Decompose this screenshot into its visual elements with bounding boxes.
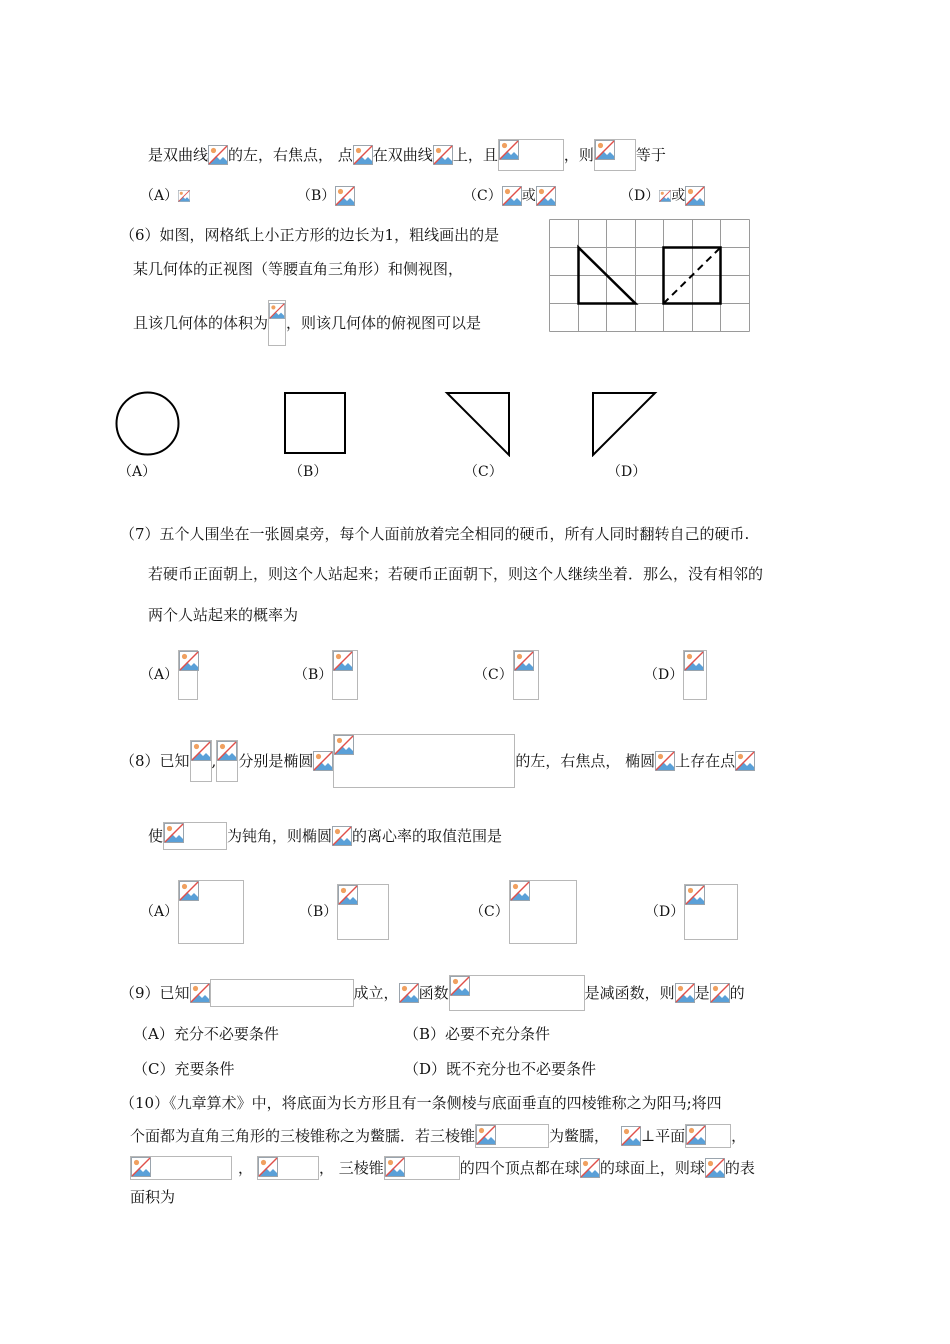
formula-image-box (509, 880, 577, 944)
formula-image-box (475, 1124, 549, 1148)
broken-image-icon (313, 751, 333, 771)
q7-line3: 两个人站起来的概率为 (148, 606, 299, 624)
broken-image-icon (510, 881, 530, 901)
broken-image-icon (514, 651, 534, 671)
q7-option-d[interactable]: （D） (644, 650, 707, 700)
broken-image-icon (191, 741, 211, 761)
q9-option-a[interactable]: （A）充分不必要条件 (133, 1025, 279, 1043)
formula-image-box (337, 884, 389, 940)
broken-image-icon (335, 186, 355, 206)
broken-image-icon (536, 186, 556, 206)
broken-image-icon (476, 1125, 496, 1145)
broken-image-icon (399, 983, 419, 1003)
broken-image-icon (385, 1157, 405, 1177)
broken-image-icon (675, 983, 695, 1003)
q9-option-c[interactable]: （C）充要条件 (133, 1060, 235, 1078)
q7-line2: 若硬币正面朝上，则这个人站起来；若硬币正面朝下，则这个人继续坐着．那么，没有相邻的 (148, 565, 764, 583)
formula-image-box (683, 650, 707, 700)
broken-image-icon (131, 1157, 151, 1177)
q7-option-b[interactable]: （B） (294, 650, 358, 700)
formula-image-box (594, 139, 636, 171)
q10-line3: ， ， 三棱锥 的四个顶点都在球 的球面上，则球 的表 (130, 1156, 755, 1180)
q10-line1: （10）《九章算术》中，将底面为长方形且有一条侧棱与底面垂直的四棱锥称之为阳马;将四 (120, 1094, 722, 1112)
broken-image-icon (164, 823, 184, 843)
formula-image-box (178, 650, 198, 700)
broken-image-icon (499, 140, 519, 160)
q6-choice-b-label: （B） (289, 464, 328, 480)
broken-image-icon (258, 1157, 278, 1177)
formula-image-box (684, 884, 738, 940)
broken-image-icon (338, 885, 358, 905)
q6-line1: （6）如图，网格纸上小正方形的边长为1，粗线画出的是 (120, 226, 500, 244)
broken-image-icon (178, 186, 190, 206)
q6-choice-d-label: （D） (607, 464, 647, 480)
q6-choice-a-circle[interactable] (113, 389, 183, 459)
q6-choice-c-triangle[interactable] (444, 391, 512, 457)
formula-image-box (210, 979, 354, 1007)
q9-stem: （9）已知 成立， 函数 是减函数，则 是 的 (120, 975, 745, 1011)
q8-line2: 使 为钝角，则椭圆 的离心率的取值范围是 (148, 822, 502, 850)
broken-image-icon (621, 1126, 641, 1146)
q10-line4: 面积为 (130, 1188, 176, 1206)
q6-choice-c-label: （C） (464, 464, 503, 480)
broken-image-icon (502, 186, 522, 206)
broken-image-icon (705, 1158, 725, 1178)
q7-line1: （7）五个人围坐在一张圆桌旁，每个人面前放着完全相同的硬币，所有人同时翻转自己的硬币. (120, 525, 750, 543)
broken-image-icon (685, 885, 705, 905)
q6-line3: 且该几何体的体积为 ，则该几何体的俯视图可以是 (133, 300, 481, 346)
formula-image-box (685, 1124, 731, 1148)
formula-image-box (513, 650, 539, 700)
q5-option-c[interactable]: （C） 或 (463, 186, 556, 206)
formula-image-box (216, 740, 238, 782)
broken-image-icon (580, 1158, 600, 1178)
broken-image-icon (595, 140, 615, 160)
broken-image-icon (332, 826, 352, 846)
q7-option-a[interactable]: （A） (140, 650, 198, 700)
formula-image-box (257, 1156, 319, 1180)
broken-image-icon (179, 651, 199, 671)
formula-image-box (178, 880, 244, 944)
q5-stem: 是双曲线 的左，右焦点， 点 在双曲线 上，且 ，则 等于 (148, 139, 666, 171)
broken-image-icon (353, 145, 373, 165)
q5-option-d[interactable]: （D） 或 (620, 186, 705, 206)
q9-option-b[interactable]: （B）必要不充分条件 (404, 1025, 551, 1043)
broken-image-icon (433, 145, 453, 165)
broken-image-icon (684, 651, 704, 671)
broken-image-icon (334, 735, 354, 755)
q7-option-c[interactable]: （C） (474, 650, 539, 700)
broken-image-icon (217, 741, 237, 761)
q5-option-a[interactable]: （A） (140, 186, 190, 206)
q6-choice-d-triangle[interactable] (590, 391, 658, 457)
broken-image-icon (179, 881, 199, 901)
q6-line2: 某几何体的正视图（等腰直角三角形）和侧视图， (133, 260, 464, 278)
broken-image-icon (190, 983, 210, 1003)
q8-option-b[interactable]: （B） (299, 884, 389, 940)
broken-image-icon (735, 751, 755, 771)
broken-image-icon (450, 976, 470, 996)
q10-line2: 个面都为直角三角形的三棱锥称之为鳖臑．若三棱锥 为鳖臑， ⊥平面 ， (130, 1124, 746, 1148)
formula-image-box (333, 734, 515, 788)
broken-image-icon (655, 751, 675, 771)
q5-option-b[interactable]: （B） (297, 186, 355, 206)
formula-image-box (163, 822, 227, 850)
broken-image-icon (710, 983, 730, 1003)
broken-image-icon (269, 301, 285, 321)
broken-image-icon (685, 186, 705, 206)
broken-image-icon (659, 186, 671, 206)
formula-image-box (190, 740, 212, 782)
formula-image-box (268, 300, 286, 346)
formula-image-box (332, 650, 358, 700)
q8-option-d[interactable]: （D） (645, 884, 738, 940)
broken-image-icon (686, 1125, 706, 1145)
formula-image-box (384, 1156, 460, 1180)
formula-image-box (130, 1156, 232, 1180)
q6-choice-a-label: （A） (118, 464, 157, 480)
q8-option-c[interactable]: （C） (470, 880, 577, 944)
q8-option-a[interactable]: （A） (140, 880, 244, 944)
broken-image-icon (208, 145, 228, 165)
broken-image-icon (333, 651, 353, 671)
q9-option-d[interactable]: （D）既不充分也不必要条件 (404, 1060, 597, 1078)
q8-line1: （8）已知 , 分别是椭圆 的左，右焦点， 椭圆 上存在点 (120, 734, 755, 788)
q6-three-view-figure (549, 219, 751, 333)
q6-choice-b-square[interactable] (283, 391, 347, 455)
formula-image-box (449, 975, 585, 1011)
formula-image-box (498, 139, 564, 171)
